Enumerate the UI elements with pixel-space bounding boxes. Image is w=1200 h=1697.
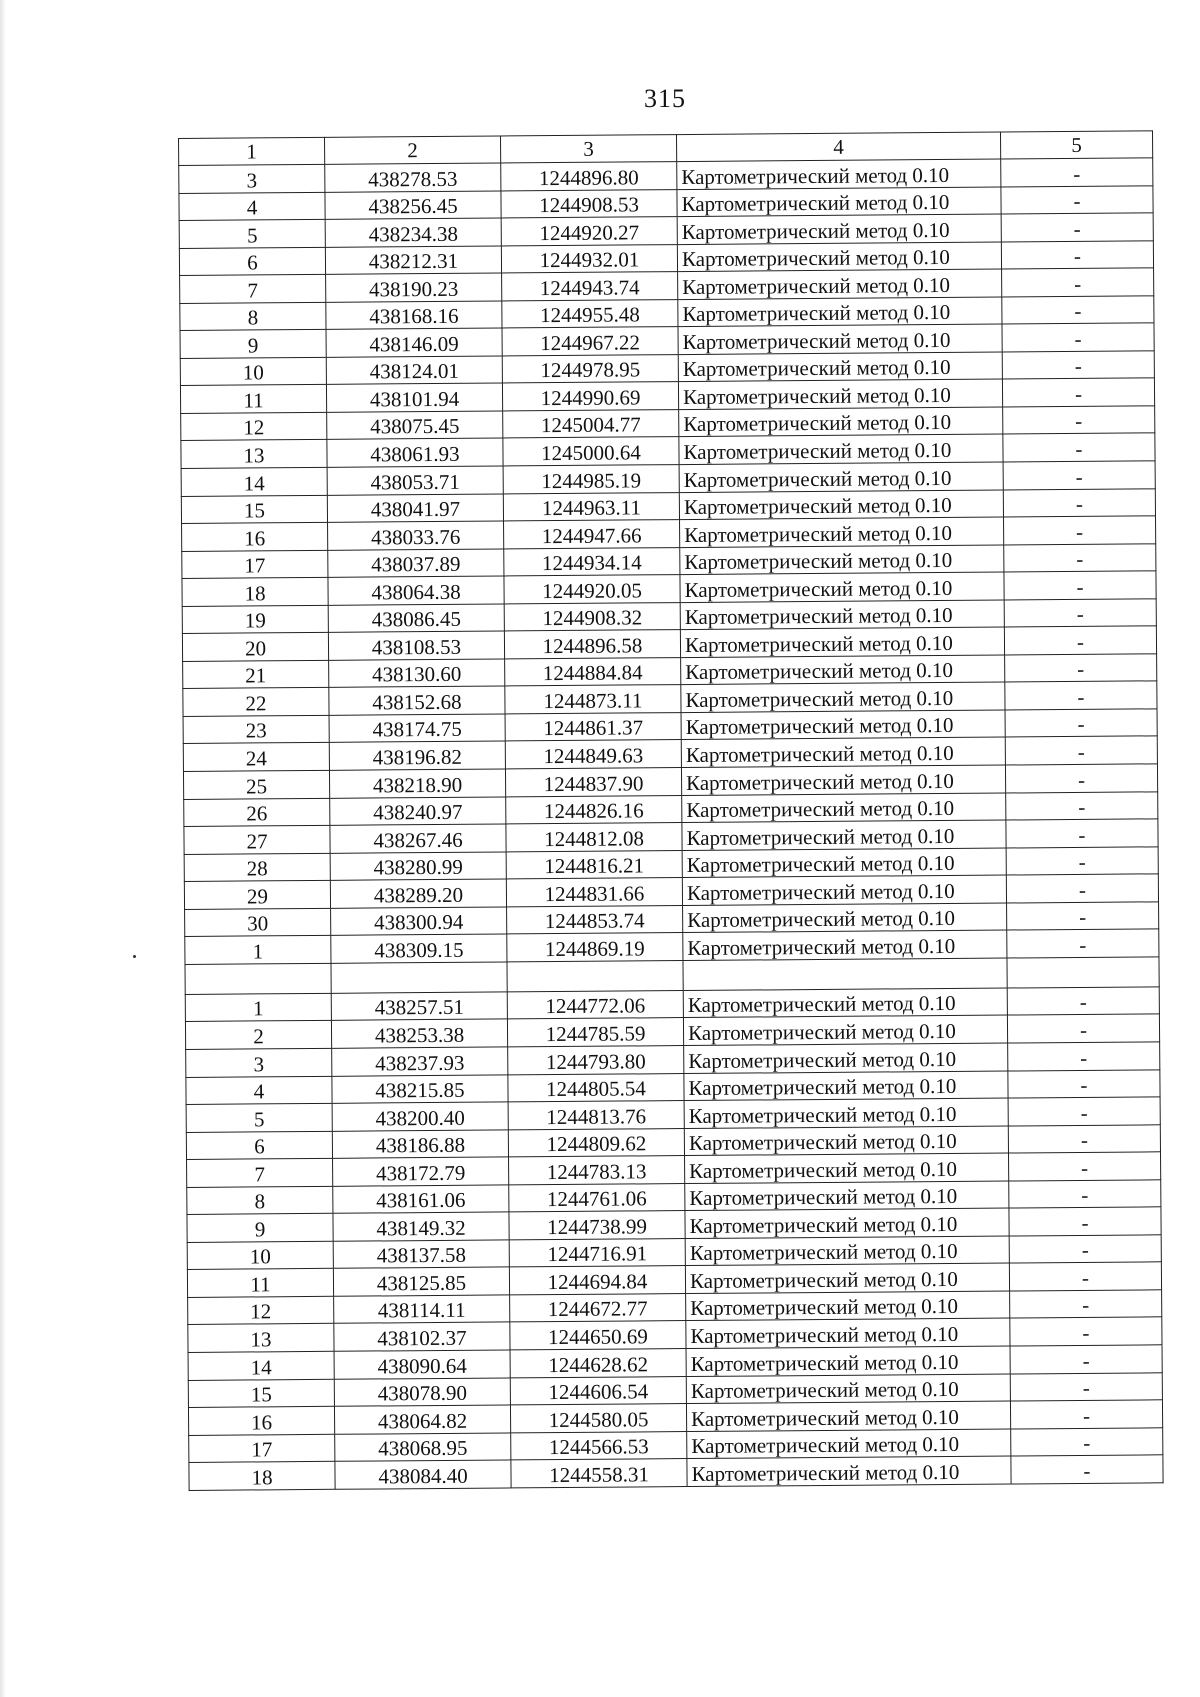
header-col-3: 3	[500, 135, 676, 163]
note-cell: -	[1004, 571, 1156, 600]
y-coordinate-cell: 1244908.32	[504, 602, 680, 631]
point-number-cell: 22	[183, 688, 329, 717]
note-cell: -	[1002, 378, 1154, 407]
x-coordinate-cell: 438212.31	[325, 246, 501, 275]
method-cell: Картометрический метод 0.10	[680, 600, 1004, 630]
method-cell: Картометрический метод 0.10	[685, 1181, 1009, 1211]
note-cell: -	[1001, 240, 1153, 269]
note-cell: -	[1005, 654, 1157, 683]
point-number-cell: 25	[183, 770, 329, 799]
y-coordinate-cell: 1244813.76	[508, 1101, 684, 1130]
note-cell: -	[1003, 406, 1155, 435]
x-coordinate-cell: 438064.38	[328, 576, 504, 605]
point-number-cell: 19	[182, 605, 328, 634]
y-coordinate-cell: 1244809.62	[508, 1128, 684, 1157]
point-number-cell: 10	[180, 357, 326, 386]
note-cell: -	[1008, 1097, 1160, 1126]
note-cell: -	[1007, 1014, 1159, 1043]
method-cell: Картометрический метод 0.10	[678, 379, 1002, 409]
method-cell: Картометрический метод 0.10	[686, 1291, 1010, 1321]
empty-cell	[331, 962, 507, 993]
y-coordinate-cell: 1244920.05	[504, 575, 680, 604]
note-cell: -	[1006, 874, 1158, 903]
note-cell: -	[1001, 213, 1153, 242]
x-coordinate-cell: 438172.79	[333, 1157, 509, 1186]
method-cell: Картометрический метод 0.10	[684, 1098, 1008, 1128]
note-cell: -	[1002, 268, 1154, 297]
x-coordinate-cell: 438102.37	[334, 1322, 510, 1351]
y-coordinate-cell: 1244558.31	[511, 1459, 687, 1488]
method-cell: Картометрический метод 0.10	[682, 820, 1006, 850]
point-number-cell: 14	[188, 1351, 334, 1380]
scan-edge-shadow	[0, 0, 6, 1697]
point-number-cell: 16	[188, 1406, 334, 1435]
table-section-2	[185, 987, 1163, 1490]
y-coordinate-cell: 1244955.48	[502, 299, 678, 328]
x-coordinate-cell: 438137.58	[333, 1240, 509, 1269]
note-cell: -	[1009, 1207, 1161, 1236]
note-cell: -	[1005, 736, 1157, 765]
point-number-cell: 13	[181, 440, 327, 469]
point-number-cell: 9	[180, 330, 326, 359]
y-coordinate-cell: 1244580.05	[510, 1404, 686, 1433]
method-cell: Картометрический метод 0.10	[684, 1043, 1008, 1073]
point-number-cell: 12	[181, 412, 327, 441]
method-cell: Картометрический метод 0.10	[686, 1346, 1010, 1376]
empty-cell	[683, 958, 1007, 991]
x-coordinate-cell: 438174.75	[329, 714, 505, 743]
point-number-cell: 4	[186, 1076, 332, 1105]
point-number-cell: 17	[189, 1434, 335, 1463]
note-cell: -	[1003, 461, 1155, 490]
y-coordinate-cell: 1244650.69	[510, 1321, 686, 1350]
note-cell: -	[1008, 1124, 1160, 1153]
y-coordinate-cell: 1244738.99	[509, 1211, 685, 1240]
y-coordinate-cell: 1244990.69	[502, 382, 678, 411]
method-cell: Картометрический метод 0.10	[682, 875, 1006, 905]
point-number-cell: 16	[182, 522, 328, 551]
page-number: 315	[644, 84, 686, 113]
y-coordinate-cell: 1244861.37	[505, 713, 681, 742]
note-cell: -	[1004, 516, 1156, 545]
method-cell: Картометрический метод 0.10	[683, 988, 1007, 1018]
method-cell: Картометрический метод 0.10	[686, 1401, 1010, 1431]
note-cell: -	[1003, 433, 1155, 462]
method-cell: Картометрический метод 0.10	[677, 214, 1001, 244]
method-cell: Картометрический метод 0.10	[685, 1208, 1009, 1238]
y-coordinate-cell: 1244672.77	[510, 1293, 686, 1322]
y-coordinate-cell: 1244772.06	[507, 990, 683, 1019]
note-cell: -	[1008, 1152, 1160, 1181]
x-coordinate-cell: 438041.97	[327, 494, 503, 523]
y-coordinate-cell: 1244947.66	[504, 520, 680, 549]
point-number-cell: 23	[183, 715, 329, 744]
point-number-cell: 3	[186, 1048, 332, 1077]
x-coordinate-cell: 438196.82	[329, 741, 505, 770]
y-coordinate-cell: 1244908.53	[501, 189, 677, 218]
method-cell: Картометрический метод 0.10	[680, 572, 1004, 602]
point-number-cell: 8	[180, 302, 326, 331]
point-number-cell: 27	[184, 825, 330, 854]
y-coordinate-cell: 1244963.11	[503, 492, 679, 521]
method-cell: Картометрический метод 0.10	[685, 1236, 1009, 1266]
point-number-cell: 6	[179, 247, 325, 276]
x-coordinate-cell: 438075.45	[327, 411, 503, 440]
note-cell: -	[1009, 1235, 1161, 1264]
note-cell: -	[1005, 709, 1157, 738]
note-cell: -	[1006, 846, 1158, 875]
method-cell: Картометрический метод 0.10	[684, 1071, 1008, 1101]
point-number-cell: 11	[187, 1269, 333, 1298]
note-cell: -	[1011, 1427, 1163, 1456]
x-coordinate-cell: 438253.38	[331, 1019, 507, 1048]
note-cell: -	[1008, 1042, 1160, 1071]
x-coordinate-cell: 438064.82	[334, 1405, 510, 1434]
x-coordinate-cell: 438037.89	[328, 549, 504, 578]
point-number-cell: 24	[183, 743, 329, 772]
y-coordinate-cell: 1244566.53	[511, 1431, 687, 1460]
y-coordinate-cell: 1244785.59	[507, 1018, 683, 1047]
y-coordinate-cell: 1244932.01	[501, 244, 677, 273]
method-cell: Картометрический метод 0.10	[679, 462, 1003, 492]
method-cell: Картометрический метод 0.10	[681, 738, 1005, 768]
x-coordinate-cell: 438237.93	[332, 1047, 508, 1076]
method-cell: Картометрический метод 0.10	[681, 710, 1005, 740]
x-coordinate-cell: 438186.88	[332, 1130, 508, 1159]
method-cell: Картометрический метод 0.10	[681, 765, 1005, 795]
scan-speck	[133, 955, 136, 958]
method-cell: Картометрический метод 0.10	[684, 1126, 1008, 1156]
note-cell: -	[1011, 1455, 1163, 1484]
x-coordinate-cell: 438256.45	[325, 191, 501, 220]
x-coordinate-cell: 438215.85	[332, 1074, 508, 1103]
point-number-cell: 21	[183, 660, 329, 689]
x-coordinate-cell: 438053.71	[327, 466, 503, 495]
y-coordinate-cell: 1244943.74	[502, 272, 678, 301]
x-coordinate-cell: 438234.38	[325, 218, 501, 247]
method-cell: Картометрический метод 0.10	[678, 297, 1002, 327]
method-cell: Картометрический метод 0.10	[678, 352, 1002, 382]
x-coordinate-cell: 438168.16	[326, 301, 502, 330]
y-coordinate-cell: 1244831.66	[506, 878, 682, 907]
y-coordinate-cell: 1244606.54	[510, 1376, 686, 1405]
y-coordinate-cell: 1244967.22	[502, 327, 678, 356]
table-section-1	[179, 158, 1159, 964]
x-coordinate-cell: 438078.90	[334, 1377, 510, 1406]
x-coordinate-cell: 438114.11	[334, 1295, 510, 1324]
y-coordinate-cell: 1244783.13	[509, 1156, 685, 1185]
y-coordinate-cell: 1244694.84	[509, 1266, 685, 1295]
y-coordinate-cell: 1244805.54	[508, 1073, 684, 1102]
note-cell: -	[1004, 599, 1156, 628]
point-number-cell: 1	[185, 993, 331, 1022]
point-number-cell: 18	[189, 1461, 335, 1490]
method-cell: Картометрический метод 0.10	[685, 1263, 1009, 1293]
point-number-cell: 5	[186, 1103, 332, 1132]
x-coordinate-cell: 438152.68	[329, 686, 505, 715]
point-number-cell: 3	[179, 164, 325, 193]
y-coordinate-cell: 1244716.91	[509, 1238, 685, 1267]
x-coordinate-cell: 438124.01	[326, 356, 502, 385]
y-coordinate-cell: 1244628.62	[510, 1349, 686, 1378]
method-cell: Картометрический метод 0.10	[683, 1015, 1007, 1045]
method-cell: Картометрический метод 0.10	[680, 517, 1004, 547]
point-number-cell: 20	[182, 633, 328, 662]
point-number-cell: 17	[182, 550, 328, 579]
x-coordinate-cell: 438068.95	[335, 1433, 511, 1462]
x-coordinate-cell: 438084.40	[335, 1460, 511, 1489]
note-cell: -	[1001, 185, 1153, 214]
method-cell: Картометрический метод 0.10	[682, 793, 1006, 823]
method-cell: Картометрический метод 0.10	[686, 1374, 1010, 1404]
note-cell: -	[1010, 1290, 1162, 1319]
coordinates-table	[178, 130, 1164, 1490]
x-coordinate-cell: 438190.23	[326, 273, 502, 302]
header-col-2: 2	[324, 136, 500, 164]
note-cell: -	[1008, 1069, 1160, 1098]
y-coordinate-cell: 1244826.16	[506, 795, 682, 824]
note-cell: -	[1010, 1372, 1162, 1401]
method-cell: Картометрический метод 0.10	[685, 1153, 1009, 1183]
method-cell: Картометрический метод 0.10	[681, 682, 1005, 712]
x-coordinate-cell: 438289.20	[330, 879, 506, 908]
point-number-cell: 2	[185, 1021, 331, 1050]
note-cell: -	[1009, 1262, 1161, 1291]
x-coordinate-cell: 438309.15	[331, 934, 507, 963]
note-cell: -	[1002, 296, 1154, 325]
note-cell: -	[1003, 488, 1155, 517]
y-coordinate-cell: 1244978.95	[502, 354, 678, 383]
note-cell: -	[1005, 681, 1157, 710]
note-cell: -	[1006, 791, 1158, 820]
y-coordinate-cell: 1244896.58	[504, 630, 680, 659]
x-coordinate-cell: 438149.32	[333, 1212, 509, 1241]
x-coordinate-cell: 438161.06	[333, 1185, 509, 1214]
note-cell: -	[1010, 1400, 1162, 1429]
point-number-cell: 1	[185, 936, 331, 965]
y-coordinate-cell: 1244853.74	[507, 905, 683, 934]
header-col-5: 5	[1000, 131, 1152, 159]
empty-cell	[507, 960, 683, 991]
point-number-cell: 9	[187, 1214, 333, 1243]
point-number-cell: 18	[182, 578, 328, 607]
y-coordinate-cell: 1244793.80	[508, 1046, 684, 1075]
point-number-cell: 5	[179, 219, 325, 248]
empty-cell	[185, 963, 331, 994]
method-cell: Картометрический метод 0.10	[679, 407, 1003, 437]
y-coordinate-cell: 1244884.84	[505, 657, 681, 686]
note-cell: -	[1005, 764, 1157, 793]
y-coordinate-cell: 1244896.80	[501, 162, 677, 191]
method-cell: Картометрический метод 0.10	[679, 434, 1003, 464]
method-cell: Картометрический метод 0.10	[677, 242, 1001, 272]
point-number-cell: 15	[181, 495, 327, 524]
point-number-cell: 12	[188, 1296, 334, 1325]
y-coordinate-cell: 1244869.19	[507, 933, 683, 962]
note-cell: -	[1007, 902, 1159, 931]
x-coordinate-cell: 438108.53	[328, 631, 504, 660]
y-coordinate-cell: 1244816.21	[506, 850, 682, 879]
y-coordinate-cell: 1244761.06	[509, 1183, 685, 1212]
note-cell: -	[1004, 543, 1156, 572]
method-cell: Картометрический метод 0.10	[678, 324, 1002, 354]
y-coordinate-cell: 1245000.64	[503, 437, 679, 466]
method-cell: Картометрический метод 0.10	[683, 930, 1007, 960]
point-number-cell: 8	[187, 1186, 333, 1215]
x-coordinate-cell: 438146.09	[326, 328, 502, 357]
point-number-cell: 14	[181, 467, 327, 496]
x-coordinate-cell: 438061.93	[327, 438, 503, 467]
point-number-cell: 13	[188, 1324, 334, 1353]
x-coordinate-cell: 438101.94	[326, 383, 502, 412]
empty-cell	[1007, 957, 1159, 988]
point-number-cell: 6	[186, 1131, 332, 1160]
x-coordinate-cell: 438130.60	[329, 659, 505, 688]
note-cell: -	[1004, 626, 1156, 655]
point-number-cell: 29	[184, 881, 330, 910]
header-col-4: 4	[676, 132, 1000, 162]
point-number-cell: 7	[180, 275, 326, 304]
y-coordinate-cell: 1244934.14	[504, 547, 680, 576]
method-cell: Картометрический метод 0.10	[683, 903, 1007, 933]
x-coordinate-cell: 438300.94	[331, 907, 507, 936]
y-coordinate-cell: 1244920.27	[501, 217, 677, 246]
note-cell: -	[1007, 929, 1159, 958]
method-cell: Картометрический метод 0.10	[682, 848, 1006, 878]
note-cell: -	[1007, 987, 1159, 1016]
x-coordinate-cell: 438125.85	[333, 1267, 509, 1296]
x-coordinate-cell: 438267.46	[330, 824, 506, 853]
x-coordinate-cell: 438257.51	[331, 992, 507, 1021]
x-coordinate-cell: 438278.53	[325, 163, 501, 192]
method-cell: Картометрический метод 0.10	[680, 545, 1004, 575]
header-col-1: 1	[179, 137, 325, 165]
x-coordinate-cell: 438200.40	[332, 1102, 508, 1131]
method-cell: Картометрический метод 0.10	[686, 1318, 1010, 1348]
y-coordinate-cell: 1244812.08	[506, 823, 682, 852]
note-cell: -	[1002, 351, 1154, 380]
method-cell: Картометрический метод 0.10	[687, 1456, 1011, 1486]
note-cell: -	[1010, 1345, 1162, 1374]
y-coordinate-cell: 1244837.90	[505, 768, 681, 797]
x-coordinate-cell: 438090.64	[334, 1350, 510, 1379]
x-coordinate-cell: 438033.76	[328, 521, 504, 550]
point-number-cell: 26	[184, 798, 330, 827]
point-number-cell: 30	[185, 908, 331, 937]
note-cell: -	[1002, 323, 1154, 352]
method-cell: Картометрический метод 0.10	[680, 627, 1004, 657]
method-cell: Картометрический метод 0.10	[681, 655, 1005, 685]
note-cell: -	[1006, 819, 1158, 848]
point-number-cell: 4	[179, 192, 325, 221]
point-number-cell: 15	[188, 1379, 334, 1408]
x-coordinate-cell: 438280.99	[330, 852, 506, 881]
method-cell: Картометрический метод 0.10	[679, 490, 1003, 520]
method-cell: Картометрический метод 0.10	[677, 187, 1001, 217]
y-coordinate-cell: 1244873.11	[505, 685, 681, 714]
x-coordinate-cell: 438086.45	[328, 604, 504, 633]
x-coordinate-cell: 438240.97	[330, 797, 506, 826]
point-number-cell: 28	[184, 853, 330, 882]
point-number-cell: 7	[187, 1158, 333, 1187]
method-cell: Картометрический метод 0.10	[677, 159, 1001, 189]
method-cell: Картометрический метод 0.10	[687, 1429, 1011, 1459]
y-coordinate-cell: 1244985.19	[503, 465, 679, 494]
x-coordinate-cell: 438218.90	[329, 769, 505, 798]
method-cell: Картометрический метод 0.10	[678, 269, 1002, 299]
y-coordinate-cell: 1244849.63	[505, 740, 681, 769]
note-cell: -	[1001, 158, 1153, 187]
note-cell: -	[1009, 1180, 1161, 1209]
y-coordinate-cell: 1245004.77	[503, 409, 679, 438]
note-cell: -	[1010, 1317, 1162, 1346]
point-number-cell: 10	[187, 1241, 333, 1270]
point-number-cell: 11	[180, 385, 326, 414]
